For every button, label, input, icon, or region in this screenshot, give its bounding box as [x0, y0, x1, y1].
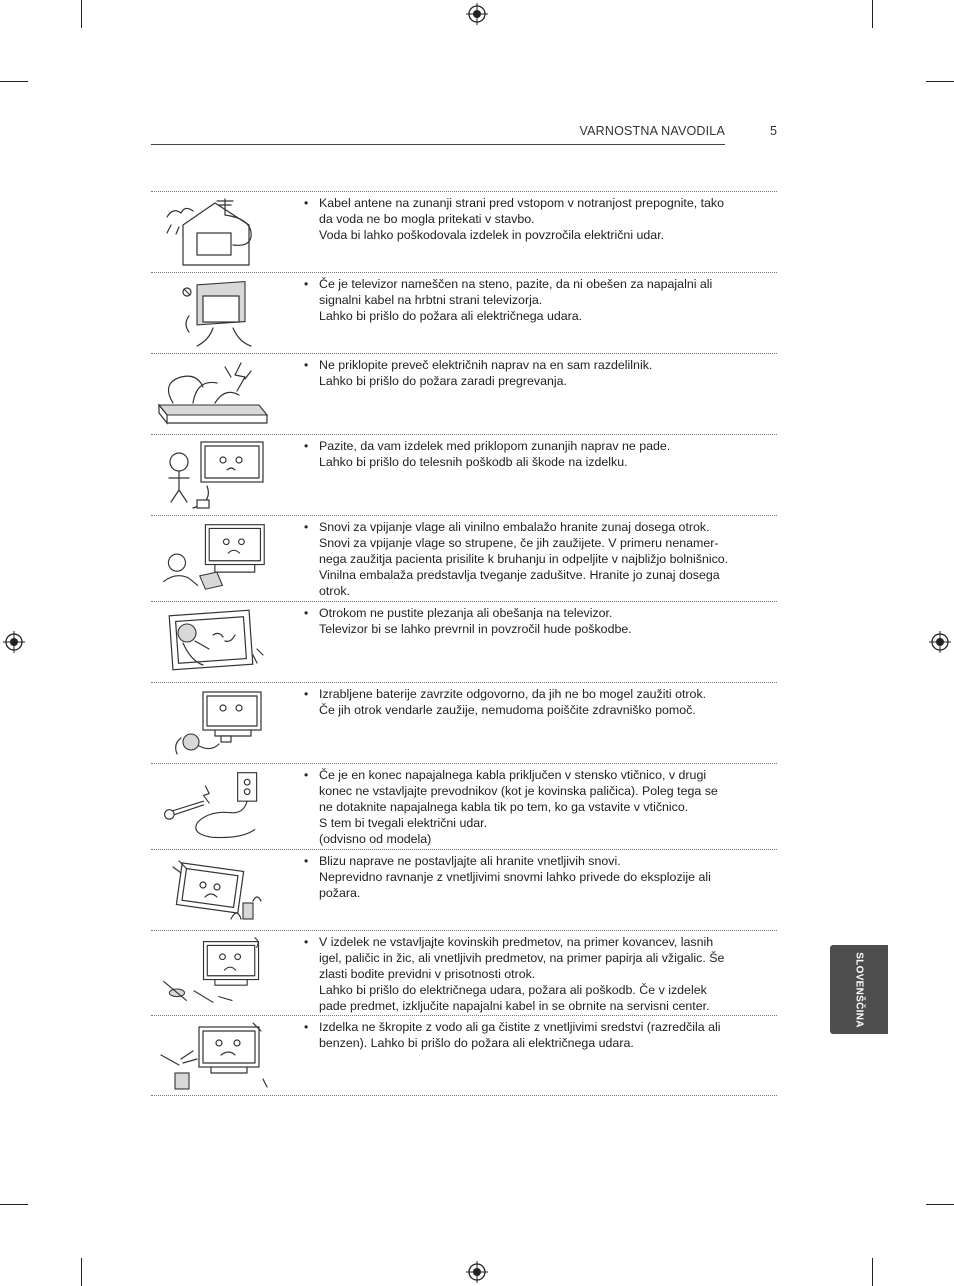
- instruction-row: [151, 601, 777, 682]
- text-line: otrok.: [319, 584, 350, 599]
- text-line: Vinilna embalaža predstavlja tveganje zadušitve. Hranite jo zunaj dosega: [319, 568, 720, 583]
- text-line: Ne priklopite preveč električnih naprav na en sam razdelilnik.: [319, 358, 653, 372]
- page-header: [151, 124, 777, 146]
- registration-mark-icon: [466, 1261, 488, 1283]
- language-tab-label: SLOVENŠČINA: [853, 951, 865, 1028]
- crop-mark: [0, 1204, 28, 1205]
- instruction-row: [151, 353, 777, 434]
- text-line: zlasti bodite previdni v prisotnosti otrok.: [319, 967, 536, 982]
- registration-mark-icon: [929, 631, 951, 653]
- instruction-row: [151, 434, 777, 515]
- safety-instructions-list: [151, 191, 777, 1096]
- antenna-house-icon: [153, 195, 273, 269]
- text-line: Neprevidno ravnanje z vnetljivimi snovmi lahko privede do eksplozije ali: [319, 870, 711, 885]
- text-line: igel, paličic in žic, ali vnetljivih predmetov, na primer papirja ali vžigalic. Še: [319, 951, 725, 966]
- text-line: Snovi za vpijanje vlage ali vinilno embalažo hranite zunaj dosega otrok.: [319, 520, 710, 534]
- text-line: Lahko bi prišlo do požara zaradi pregrevanja.: [319, 374, 567, 389]
- bullet-icon: •: [304, 606, 309, 620]
- flammable-items-icon: [153, 853, 273, 927]
- text-line: Če je en konec napajalnega kabla priključen v stensko vtičnico, v drugi: [319, 768, 707, 782]
- instruction-text: [304, 686, 759, 718]
- section-title: VARNOSTNA NAVODILA: [579, 124, 725, 138]
- bullet-icon: •: [304, 196, 309, 210]
- wall-mount-cable-icon: [153, 276, 273, 350]
- text-line: da voda ne bo mogla pritekati v stavbo.: [319, 212, 535, 227]
- crop-mark: [926, 81, 954, 82]
- crop-mark: [872, 0, 873, 28]
- registration-mark-icon: [466, 3, 488, 25]
- text-line: Pazite, da vam izdelek med priklopom zunanjih naprav ne pade.: [319, 439, 671, 453]
- text-line: nega zaužitja pacienta prisilite k bruhanju in odpeljite v najbližjo bolnišnico.: [319, 552, 729, 567]
- instruction-text: [304, 934, 759, 1014]
- child-batteries-icon: [153, 686, 273, 760]
- instruction-text: [304, 357, 759, 389]
- language-tab: [830, 945, 888, 1034]
- instruction-row: [151, 682, 777, 763]
- text-line: Televizor bi se lahko prevrnil in povzročil hude poškodbe.: [319, 622, 632, 637]
- text-line: benzen). Lahko bi prišlo do požara ali električnega udara.: [319, 1036, 634, 1051]
- child-plastic-bag-icon: [153, 519, 273, 593]
- instruction-row: [151, 272, 777, 353]
- text-line: pade predmet, izključite napajalni kabel in se obrnite na servisni center.: [319, 999, 710, 1014]
- instruction-text: [304, 195, 759, 243]
- crop-mark: [926, 1204, 954, 1205]
- instruction-row: [151, 930, 777, 1015]
- text-line: Snovi za vpijanje vlage so strupene, če jih zaužijete. V primeru nenamer-: [319, 536, 719, 551]
- text-line: Voda bi lahko poškodovala izdelek in povzročila električni udar.: [319, 228, 665, 243]
- bullet-icon: •: [304, 768, 309, 782]
- page-number: 5: [770, 124, 777, 138]
- text-line: Če je televizor nameščen na steno, pazite, da ni obešen za napajalni ali: [319, 277, 713, 291]
- instruction-row: [151, 191, 777, 272]
- instruction-text: [304, 276, 759, 324]
- text-line: Otrokom ne pustite plezanja ali obešanja na televizor.: [319, 606, 613, 620]
- text-line: Kabel antene na zunanji strani pred vstopom v notranjost prepognite, tako: [319, 196, 725, 210]
- crop-mark: [0, 81, 28, 82]
- bullet-icon: •: [304, 935, 309, 949]
- water-spray-icon: [153, 1019, 273, 1093]
- text-line: Lahko bi prišlo do električnega udara, požara ali poškodb. Če v izdelek: [319, 983, 707, 998]
- bullet-icon: •: [304, 520, 309, 534]
- text-line: (odvisno od modela): [319, 832, 432, 847]
- bullet-icon: •: [304, 439, 309, 453]
- bullet-icon: •: [304, 687, 309, 701]
- text-line: S tem bi tvegali električni udar.: [319, 816, 488, 831]
- instruction-text: [304, 519, 759, 599]
- crop-mark: [81, 1258, 82, 1286]
- instruction-text: [304, 605, 759, 637]
- instruction-row: [151, 849, 777, 930]
- text-line: Lahko bi prišlo do telesnih poškodb ali škode na izdelku.: [319, 455, 628, 470]
- bullet-icon: •: [304, 277, 309, 291]
- crop-mark: [81, 0, 82, 28]
- overloaded-power-strip-icon: [153, 357, 273, 431]
- text-line: Lahko bi prišlo do požara ali električnega udara.: [319, 309, 583, 324]
- bullet-icon: •: [304, 854, 309, 868]
- bullet-icon: •: [304, 358, 309, 372]
- falling-tv-icon: [153, 438, 273, 512]
- instruction-text: [304, 853, 759, 901]
- registration-mark-icon: [3, 631, 25, 653]
- plug-chopstick-icon: [153, 767, 273, 841]
- text-line: V izdelek ne vstavljajte kovinskih predmetov, na primer kovancev, lasnih: [319, 935, 714, 949]
- text-line: Blizu naprave ne postavljajte ali hranite vnetljivih snovi.: [319, 854, 621, 868]
- text-line: signalni kabel na hrbtni strani televizorja.: [319, 293, 543, 308]
- text-line: Izrabljene baterije zavrzite odgovorno, da jih ne bo mogel zaužiti otrok.: [319, 687, 707, 701]
- metal-objects-icon: [153, 934, 273, 1008]
- instruction-text: [304, 1019, 759, 1051]
- text-line: ne dotaknite napajalnega kabla tik po tem, ko ga vstavite v vtičnico.: [319, 800, 689, 815]
- crop-mark: [872, 1258, 873, 1286]
- instruction-row: [151, 515, 777, 601]
- header-divider: [151, 144, 725, 145]
- instruction-row: [151, 763, 777, 849]
- child-climbing-tv-icon: [153, 605, 273, 679]
- instruction-text: [304, 438, 759, 470]
- instruction-text: [304, 767, 759, 847]
- instruction-row: [151, 1015, 777, 1096]
- bullet-icon: •: [304, 1020, 309, 1034]
- text-line: konec ne vstavljajte prevodnikov (kot je kovinska paličica). Poleg tega se: [319, 784, 718, 799]
- text-line: požara.: [319, 886, 361, 901]
- text-line: Izdelka ne škropite z vodo ali ga čistite z vnetljivimi sredstvi (razredčila ali: [319, 1020, 721, 1034]
- text-line: Če jih otrok vendarle zaužije, nemudoma poiščite zdravniško pomoč.: [319, 703, 696, 718]
